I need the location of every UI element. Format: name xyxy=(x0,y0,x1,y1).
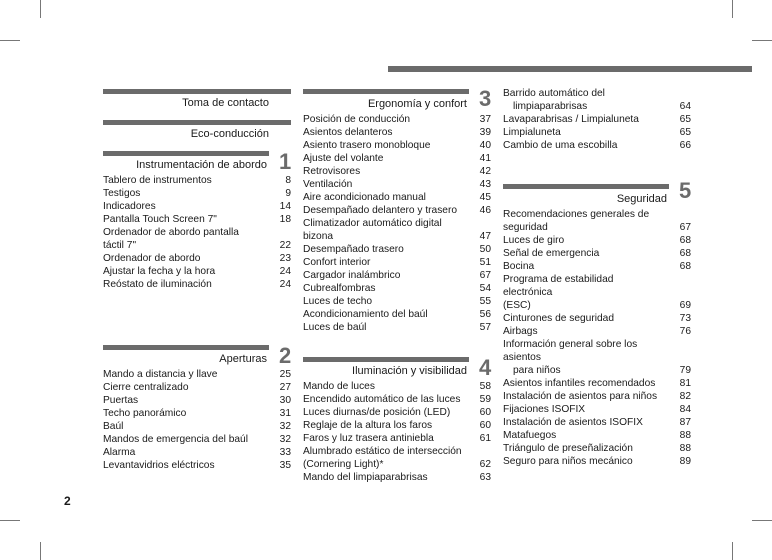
toc-entry-title: táctil 7" xyxy=(103,240,137,251)
toc-entry[interactable] xyxy=(103,200,291,213)
crop-mark xyxy=(732,0,733,18)
toc-entry-title: Reóstato de iluminación xyxy=(103,279,212,290)
toc-entry-title: Encendido automático de las luces xyxy=(303,394,461,405)
section-title-text: Seguridad xyxy=(616,192,667,205)
section-number: 5 xyxy=(679,178,692,203)
toc-entry[interactable] xyxy=(103,239,291,252)
section-2 xyxy=(103,345,291,472)
toc-entry-title: Información general sobre los asientos xyxy=(503,339,638,363)
toc-entry-page: 56 xyxy=(479,309,491,320)
toc-entry[interactable] xyxy=(503,87,691,100)
toc-entry[interactable] xyxy=(303,282,491,295)
toc-entry-title: Puertas xyxy=(103,395,139,406)
section-title[interactable] xyxy=(103,350,291,368)
toc-entry[interactable] xyxy=(503,139,691,152)
toc-entry[interactable] xyxy=(503,208,691,221)
toc-entry-page: 54 xyxy=(479,283,491,294)
toc-entry[interactable] xyxy=(303,139,491,152)
toc-entry-page: 8 xyxy=(285,175,291,186)
crop-mark xyxy=(732,542,733,560)
toc-entry[interactable] xyxy=(303,308,491,321)
crop-mark xyxy=(0,40,20,41)
toc-entry-page: 24 xyxy=(279,266,291,277)
toc-entry-title: Triángulo de preseñalización xyxy=(503,443,633,454)
page-number: 2 xyxy=(64,494,71,508)
toc-entry[interactable] xyxy=(303,126,491,139)
toc-entry[interactable] xyxy=(303,230,491,243)
toc-entry-title: Tablero de instrumentos xyxy=(103,175,212,186)
toc-entry-page: 33 xyxy=(279,447,291,458)
toc-entry-title: Techo panorámico xyxy=(103,408,187,419)
section-title[interactable] xyxy=(103,125,291,143)
toc-entry[interactable] xyxy=(303,217,491,230)
toc-entry-page: 39 xyxy=(479,127,491,138)
toc-entry-title: Alumbrado estático de intersección xyxy=(303,446,462,457)
section-5 xyxy=(503,178,692,468)
toc-entry[interactable] xyxy=(103,407,291,420)
crop-mark xyxy=(0,520,20,521)
section-title-text: Eco-conducción xyxy=(190,128,269,140)
toc-entry-page xyxy=(469,445,491,458)
toc-entry[interactable] xyxy=(503,455,691,468)
toc-entry-page: 62 xyxy=(479,459,491,470)
toc-entry[interactable] xyxy=(103,433,291,446)
toc-entry[interactable] xyxy=(503,247,691,260)
toc-entry-title: Alarma xyxy=(103,447,136,458)
toc-entry[interactable] xyxy=(103,381,291,394)
section-title[interactable] xyxy=(503,189,691,208)
toc-entry-page: 81 xyxy=(679,378,691,389)
toc-entry-page: 22 xyxy=(279,240,291,251)
entry-list xyxy=(103,368,291,472)
toc-entry-title: Instalación de asientos ISOFIX xyxy=(503,417,643,428)
toc-entry-title: Mando a distancia y llave xyxy=(103,369,218,380)
section-title-text: Aperturas xyxy=(219,353,267,365)
toc-entry-page: 27 xyxy=(279,382,291,393)
toc-entry[interactable] xyxy=(103,252,291,265)
toc-entry-page: 89 xyxy=(679,456,691,467)
toc-entry-page: 67 xyxy=(479,270,491,281)
toc-entry-page: 84 xyxy=(679,404,691,415)
toc-entry-title: Desempañado delantero y trasero xyxy=(303,205,458,216)
section-title-text: Iluminación y visibilidad xyxy=(352,365,467,377)
toc-entry-page: 23 xyxy=(279,253,291,264)
toc-entry[interactable] xyxy=(503,260,691,273)
toc-entry-title: Recomendaciones generales de xyxy=(503,209,650,220)
toc-entry-title: seguridad xyxy=(503,222,548,233)
toc-entry-title: Asientos delanteros xyxy=(303,127,393,138)
toc-entry-title: Ajuste del volante xyxy=(303,153,384,164)
toc-entry[interactable] xyxy=(303,380,491,393)
toc-entry-page: 87 xyxy=(679,417,691,428)
toc-entry-page xyxy=(469,217,491,230)
toc-entry-page: 55 xyxy=(479,296,491,307)
section-4 xyxy=(303,357,491,484)
toc-entry-page: 65 xyxy=(679,127,691,138)
toc-entry-title: Cargador inalámbrico xyxy=(303,270,401,281)
toc-entry-page: 42 xyxy=(479,166,491,177)
section-number: 3 xyxy=(479,86,492,111)
toc-entry-title: Retrovisores xyxy=(303,166,361,177)
toc-entry[interactable] xyxy=(303,178,491,191)
entry-list xyxy=(303,113,491,334)
toc-entry-title: Bocina xyxy=(503,261,535,272)
toc-entry-page: 18 xyxy=(279,214,291,225)
toc-entry-title: Cubrealfombras xyxy=(303,283,376,294)
toc-entry-page: 25 xyxy=(279,369,291,380)
toc-entry[interactable] xyxy=(303,432,491,445)
toc-entry-title: Matafuegos xyxy=(503,430,557,441)
toc-entry-title: Ordenador de abordo pantalla xyxy=(103,227,239,238)
toc-entry-title: Confort interior xyxy=(303,257,371,268)
toc-entry[interactable] xyxy=(503,113,691,126)
section-number: 2 xyxy=(279,343,292,368)
toc-entry[interactable] xyxy=(303,165,491,178)
toc-entry[interactable] xyxy=(503,325,691,338)
toc-entry[interactable] xyxy=(303,256,491,269)
toc-entry-title: Reglaje de la altura los faros xyxy=(303,420,433,431)
toc-entry-title: Luces de giro xyxy=(503,235,565,246)
toc-entry-page: 79 xyxy=(679,365,691,376)
toc-entry-page: 68 xyxy=(679,248,691,259)
toc-entry-page xyxy=(669,208,691,221)
toc-entry[interactable] xyxy=(303,113,491,126)
toc-entry-title: Barrido automático del xyxy=(503,88,605,99)
toc-entry[interactable] xyxy=(303,471,491,484)
toc-entry-page: 60 xyxy=(479,407,491,418)
toc-entry-title: para niños xyxy=(513,365,561,376)
toc-entry-title: Seguro para niños mecánico xyxy=(503,456,633,467)
crop-mark xyxy=(40,0,41,18)
toc-entry-page: 45 xyxy=(479,192,491,203)
toc-entry-page: 61 xyxy=(479,433,491,444)
toc-entry-page: 14 xyxy=(279,201,291,212)
toc-entry-page: 66 xyxy=(679,140,691,151)
toc-entry-title: Baúl xyxy=(103,421,124,432)
toc-entry-title: limpiaparabrisas xyxy=(513,101,588,112)
toc-entry-title: (Cornering Light)* xyxy=(303,459,384,470)
toc-entry[interactable] xyxy=(503,442,691,455)
toc-entry[interactable] xyxy=(103,394,291,407)
toc-entry[interactable] xyxy=(503,338,691,364)
toc-entry-page: 64 xyxy=(679,101,691,112)
entry-list xyxy=(103,174,291,291)
toc-entry[interactable] xyxy=(303,152,491,165)
toc-entry-page: 67 xyxy=(679,222,691,233)
toc-entry-page: 31 xyxy=(279,408,291,419)
section-number: 4 xyxy=(479,355,492,380)
toc-entry-title: Fijaciones ISOFIX xyxy=(503,404,586,415)
toc-entry[interactable] xyxy=(503,100,691,113)
toc-entry-title: Luces diurnas/de posición (LED) xyxy=(303,407,451,418)
toc-entry[interactable] xyxy=(503,221,691,234)
toc-entry-title: Climatizador automático digital xyxy=(303,218,442,229)
toc-entry-title: Posición de conducción xyxy=(303,114,411,125)
toc-entry-title: Desempañado trasero xyxy=(303,244,404,255)
toc-entry[interactable] xyxy=(303,269,491,282)
toc-entry-title: Asientos infantiles recomendados xyxy=(503,378,656,389)
toc-entry[interactable] xyxy=(303,419,491,432)
entry-list xyxy=(503,208,691,468)
toc-entry-page: 35 xyxy=(279,460,291,471)
toc-entry-page: 30 xyxy=(279,395,291,406)
toc-entry[interactable] xyxy=(503,126,691,139)
toc-entry[interactable] xyxy=(103,459,291,472)
section-1 xyxy=(103,151,291,291)
toc-entry[interactable] xyxy=(503,234,691,247)
crop-mark xyxy=(40,542,41,560)
section-title-text: Toma de contacto xyxy=(182,97,269,109)
toc-entry-page: 60 xyxy=(479,420,491,431)
toc-entry-title: Ordenador de abordo xyxy=(103,253,201,264)
toc-entry[interactable] xyxy=(503,299,691,312)
toc-entry-page: 63 xyxy=(479,472,491,483)
toc-entry-title: Limpialuneta xyxy=(503,127,561,138)
toc-entry-title: Indicadores xyxy=(103,201,156,212)
entry-list xyxy=(503,87,691,152)
toc-entry-page: 76 xyxy=(679,326,691,337)
toc-entry[interactable] xyxy=(303,321,491,334)
toc-entry-title: Luces de techo xyxy=(303,296,373,307)
toc-entry-page: 51 xyxy=(479,257,491,268)
toc-entry[interactable] xyxy=(103,213,291,226)
toc-entry[interactable] xyxy=(503,403,691,416)
column-3 xyxy=(503,87,691,468)
toc-entry-title: Acondicionamiento del baúl xyxy=(303,309,428,320)
toc-entry-title: Ajustar la fecha y la hora xyxy=(103,266,216,277)
toc-entry-page: 68 xyxy=(679,235,691,246)
toc-entry-page: 68 xyxy=(679,261,691,272)
toc-entry-title: Cinturones de seguridad xyxy=(503,313,615,324)
toc-entry-title: Asiento trasero monobloque xyxy=(303,140,431,151)
toc-entry-title: Aire acondicionado manual xyxy=(303,192,426,203)
toc-entry-title: Programa de estabilidad electrónica xyxy=(503,274,614,298)
toc-entry[interactable] xyxy=(303,393,491,406)
toc-entry[interactable] xyxy=(103,446,291,459)
crop-mark xyxy=(752,520,772,521)
toc-entry-title: Instalación de asientos para niños xyxy=(503,391,658,402)
toc-entry-page: 32 xyxy=(279,421,291,432)
toc-entry[interactable] xyxy=(103,278,291,291)
toc-entry-page: 43 xyxy=(479,179,491,190)
toc-entry[interactable] xyxy=(103,265,291,278)
toc-entry-page: 9 xyxy=(285,188,291,199)
section-title[interactable] xyxy=(103,94,291,112)
toc-entry-title: Señal de emergencia xyxy=(503,248,600,259)
section-title-text: Ergonomía y confort xyxy=(367,97,467,110)
toc-entry-title: Faros y luz trasera antiniebla xyxy=(303,433,434,444)
toc-entry-page: 88 xyxy=(679,430,691,441)
toc-entry[interactable] xyxy=(503,273,691,299)
crop-mark xyxy=(752,40,772,41)
toc-entry-page: 73 xyxy=(679,313,691,324)
toc-entry-page: 37 xyxy=(479,114,491,125)
section-title-text: Instrumentación de abordo xyxy=(136,159,267,171)
toc-entry[interactable] xyxy=(303,295,491,308)
toc-entry-title: Mando de luces xyxy=(303,381,375,392)
toc-entry-title: Cierre centralizado xyxy=(103,382,189,393)
toc-entry-title: Ventilación xyxy=(303,179,353,190)
toc-entry-page: 57 xyxy=(479,322,491,333)
toc-entry-page: 58 xyxy=(479,381,491,392)
toc-entry[interactable] xyxy=(103,368,291,381)
toc-entry-page: 32 xyxy=(279,434,291,445)
toc-entry-title: Pantalla Touch Screen 7" xyxy=(103,214,217,225)
toc-entry-page: 46 xyxy=(479,205,491,216)
toc-entry[interactable] xyxy=(303,204,491,217)
section-3 xyxy=(303,86,492,334)
section-eco-conduccion xyxy=(103,120,291,143)
toc-entry-title: Testigos xyxy=(103,188,141,199)
section-number: 1 xyxy=(279,149,292,174)
toc-entry-title: Levantavidrios eléctricos xyxy=(103,460,215,471)
toc-entry-page: 40 xyxy=(479,140,491,151)
toc-entry-page: 59 xyxy=(479,394,491,405)
toc-entry[interactable] xyxy=(303,191,491,204)
top-decorative-bar xyxy=(388,66,752,72)
toc-entry-page xyxy=(669,273,691,299)
toc-entry-page: 65 xyxy=(679,114,691,125)
toc-entry-title: Cambio de uma escobilla xyxy=(503,140,618,151)
toc-entry[interactable] xyxy=(503,390,691,403)
toc-entry[interactable] xyxy=(303,243,491,256)
column-2 xyxy=(303,86,492,484)
toc-entry[interactable] xyxy=(503,429,691,442)
toc-entry-page: 47 xyxy=(479,231,491,242)
toc-entry[interactable] xyxy=(503,312,691,325)
toc-entry-title: Mandos de emergencia del baúl xyxy=(103,434,248,445)
toc-entry[interactable] xyxy=(503,416,691,429)
section-title[interactable] xyxy=(103,156,291,174)
toc-entry-title: (ESC) xyxy=(503,300,531,311)
toc-entry-page xyxy=(269,226,291,239)
toc-entry-page xyxy=(669,87,691,100)
toc-entry-title: Airbags xyxy=(503,326,538,337)
entry-list xyxy=(303,380,491,484)
toc-entry-page: 69 xyxy=(679,300,691,311)
toc-entry[interactable] xyxy=(103,174,291,187)
toc-entry[interactable] xyxy=(103,187,291,200)
toc-entry[interactable] xyxy=(303,458,491,471)
toc-entry-page: 82 xyxy=(679,391,691,402)
toc-entry[interactable] xyxy=(103,420,291,433)
toc-entry-page: 50 xyxy=(479,244,491,255)
toc-entry-title: Lavaparabrisas / Limpialuneta xyxy=(503,114,639,125)
toc-entry[interactable] xyxy=(503,377,691,390)
toc-entry[interactable] xyxy=(103,226,291,239)
toc-entry-page: 88 xyxy=(679,443,691,454)
toc-entry[interactable] xyxy=(303,445,491,458)
section-title[interactable] xyxy=(303,362,491,380)
toc-entry[interactable] xyxy=(503,364,691,377)
column-1 xyxy=(103,89,291,472)
section-title[interactable] xyxy=(303,94,491,113)
toc-entry-title: Mando del limpiaparabrisas xyxy=(303,472,428,483)
toc-entry-title: Luces de baúl xyxy=(303,322,367,333)
toc-entry-page: 24 xyxy=(279,279,291,290)
toc-entry-title: bizona xyxy=(303,231,334,242)
toc-entry-page xyxy=(669,338,691,364)
toc-entry-page: 41 xyxy=(479,153,491,164)
section-3-continued xyxy=(503,87,691,152)
toc-entry[interactable] xyxy=(303,406,491,419)
section-toma-de-contacto xyxy=(103,89,291,112)
